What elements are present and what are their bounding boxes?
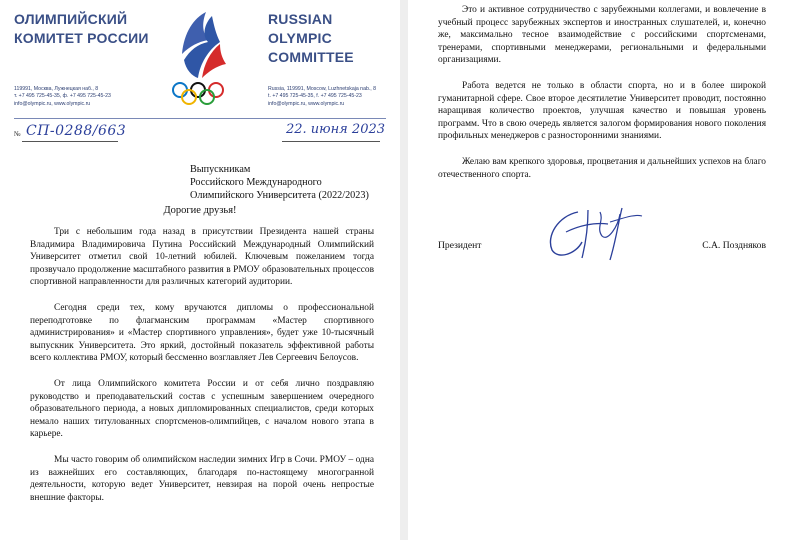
body-paragraph: Сегодня среди тех, кому вручаются дипломы о профессиональной переподготовке по флагманским программам «Мастер спортивного администрирования» и «Мастер спортивного управления», будет уже 10-тысячный выпускник Университета. Это яркий, достойный показатель эффективной работы всего коллектива РМОУ, который бессменно возглавляет Лев Сергеевич Белоусов. [30, 302, 374, 364]
letter-body-page-2 [438, 4, 766, 194]
letter-date: 22. июня 2023 [286, 122, 386, 137]
signer-title: Президент [438, 240, 482, 251]
org-name-russian: ОЛИМПИЙСКИЙ КОМИТЕТ РОССИИ [14, 11, 149, 46]
reference-number-underline [22, 141, 118, 142]
letter-page-2 [408, 0, 800, 540]
body-paragraph: Работа ведется не только в области спорта, но и в более широкой гуманитарной сфере. Свое второе десятилетие Университет проводит, постоянно наращивая количество проектов, улучшая качество и повышая уровень программ. Что в свою очередь является залогом формирования нового поколения профильных менеджеров с разносторонними знаниями. [438, 80, 766, 142]
letter-body-page-1 [30, 226, 374, 517]
body-paragraph: От лица Олимпийского комитета России и от себя лично поздравляю руководство и преподавательский состав с успешным завершением очередного образовательного периода, а новых дипломированных специалистов, среди которых немало наших титулованных спортсменов-олимпийцев, с началом нового этапа в карьере. [30, 378, 374, 440]
page-gutter [400, 0, 408, 540]
letter-date-underline [282, 141, 380, 142]
reference-number-label: № [14, 130, 21, 138]
olympic-rings-icon [173, 83, 223, 104]
signature-row [438, 238, 766, 258]
reference-number: СП-0288/663 [26, 123, 127, 139]
body-paragraph: Мы часто говорим об олимпийском наследии зимних Игр в Сочи. РМОУ – одна из важнейших его составляющих, благодаря по-настоящему многогранной деятельности, которую ведет Университет, невзирая на порой очень непростые внешние факторы. [30, 454, 374, 503]
body-paragraph: Желаю вам крепкого здоровья, процветания и дальнейших успехов на благо отечественного спорта. [438, 156, 766, 180]
body-paragraph: Три с небольшим года назад в присутствии Президента нашей страны Владимира Владимировича Путина Российский Международный Олимпийский Университет отметил свой 10-летний юбилей. Ключевым пожеланием тогда прозвучало продолжение масштабного развития в РМОУ образовательных процессов спортивной направленности для различных категорий аудитории. [30, 227, 374, 288]
body-paragraph: Это и активное сотрудничество с зарубежными коллегами, и вовлечение в учебный процесс зарубежных экспертов и иностранных слушателей, и, конечно же, максимально тесное взаимодействие с российскими спортсменами, тренерами, спортивными менеджерами, региональными и федеральными организациями. [438, 5, 766, 66]
org-name-english: RUSSIAN OLYMPIC COMMITTEE [268, 11, 354, 65]
salutation: Дорогие друзья! [163, 205, 237, 216]
signer-name: С.А. Поздняков [702, 240, 766, 251]
address-russian: 119991, Москва, Лужнецкая наб., 8 т. +7 495 725-45-35, ф. +7 495 725-45-23 info@olympic.ru, www.olympic.ru [14, 86, 111, 107]
addressee-block: Выпускникам Российского Международного Олимпийского Университета (2022/2023) [190, 164, 369, 202]
address-english: Russia, 119991, Moscow, Luzhnetskaja nab., 8 t. +7 495 725-45-35, f. +7 495 725-45-23 info@olympic.ru, www.olympic.ru [268, 86, 377, 107]
header-divider [14, 118, 386, 119]
olympic-rings-emblem [168, 6, 228, 106]
